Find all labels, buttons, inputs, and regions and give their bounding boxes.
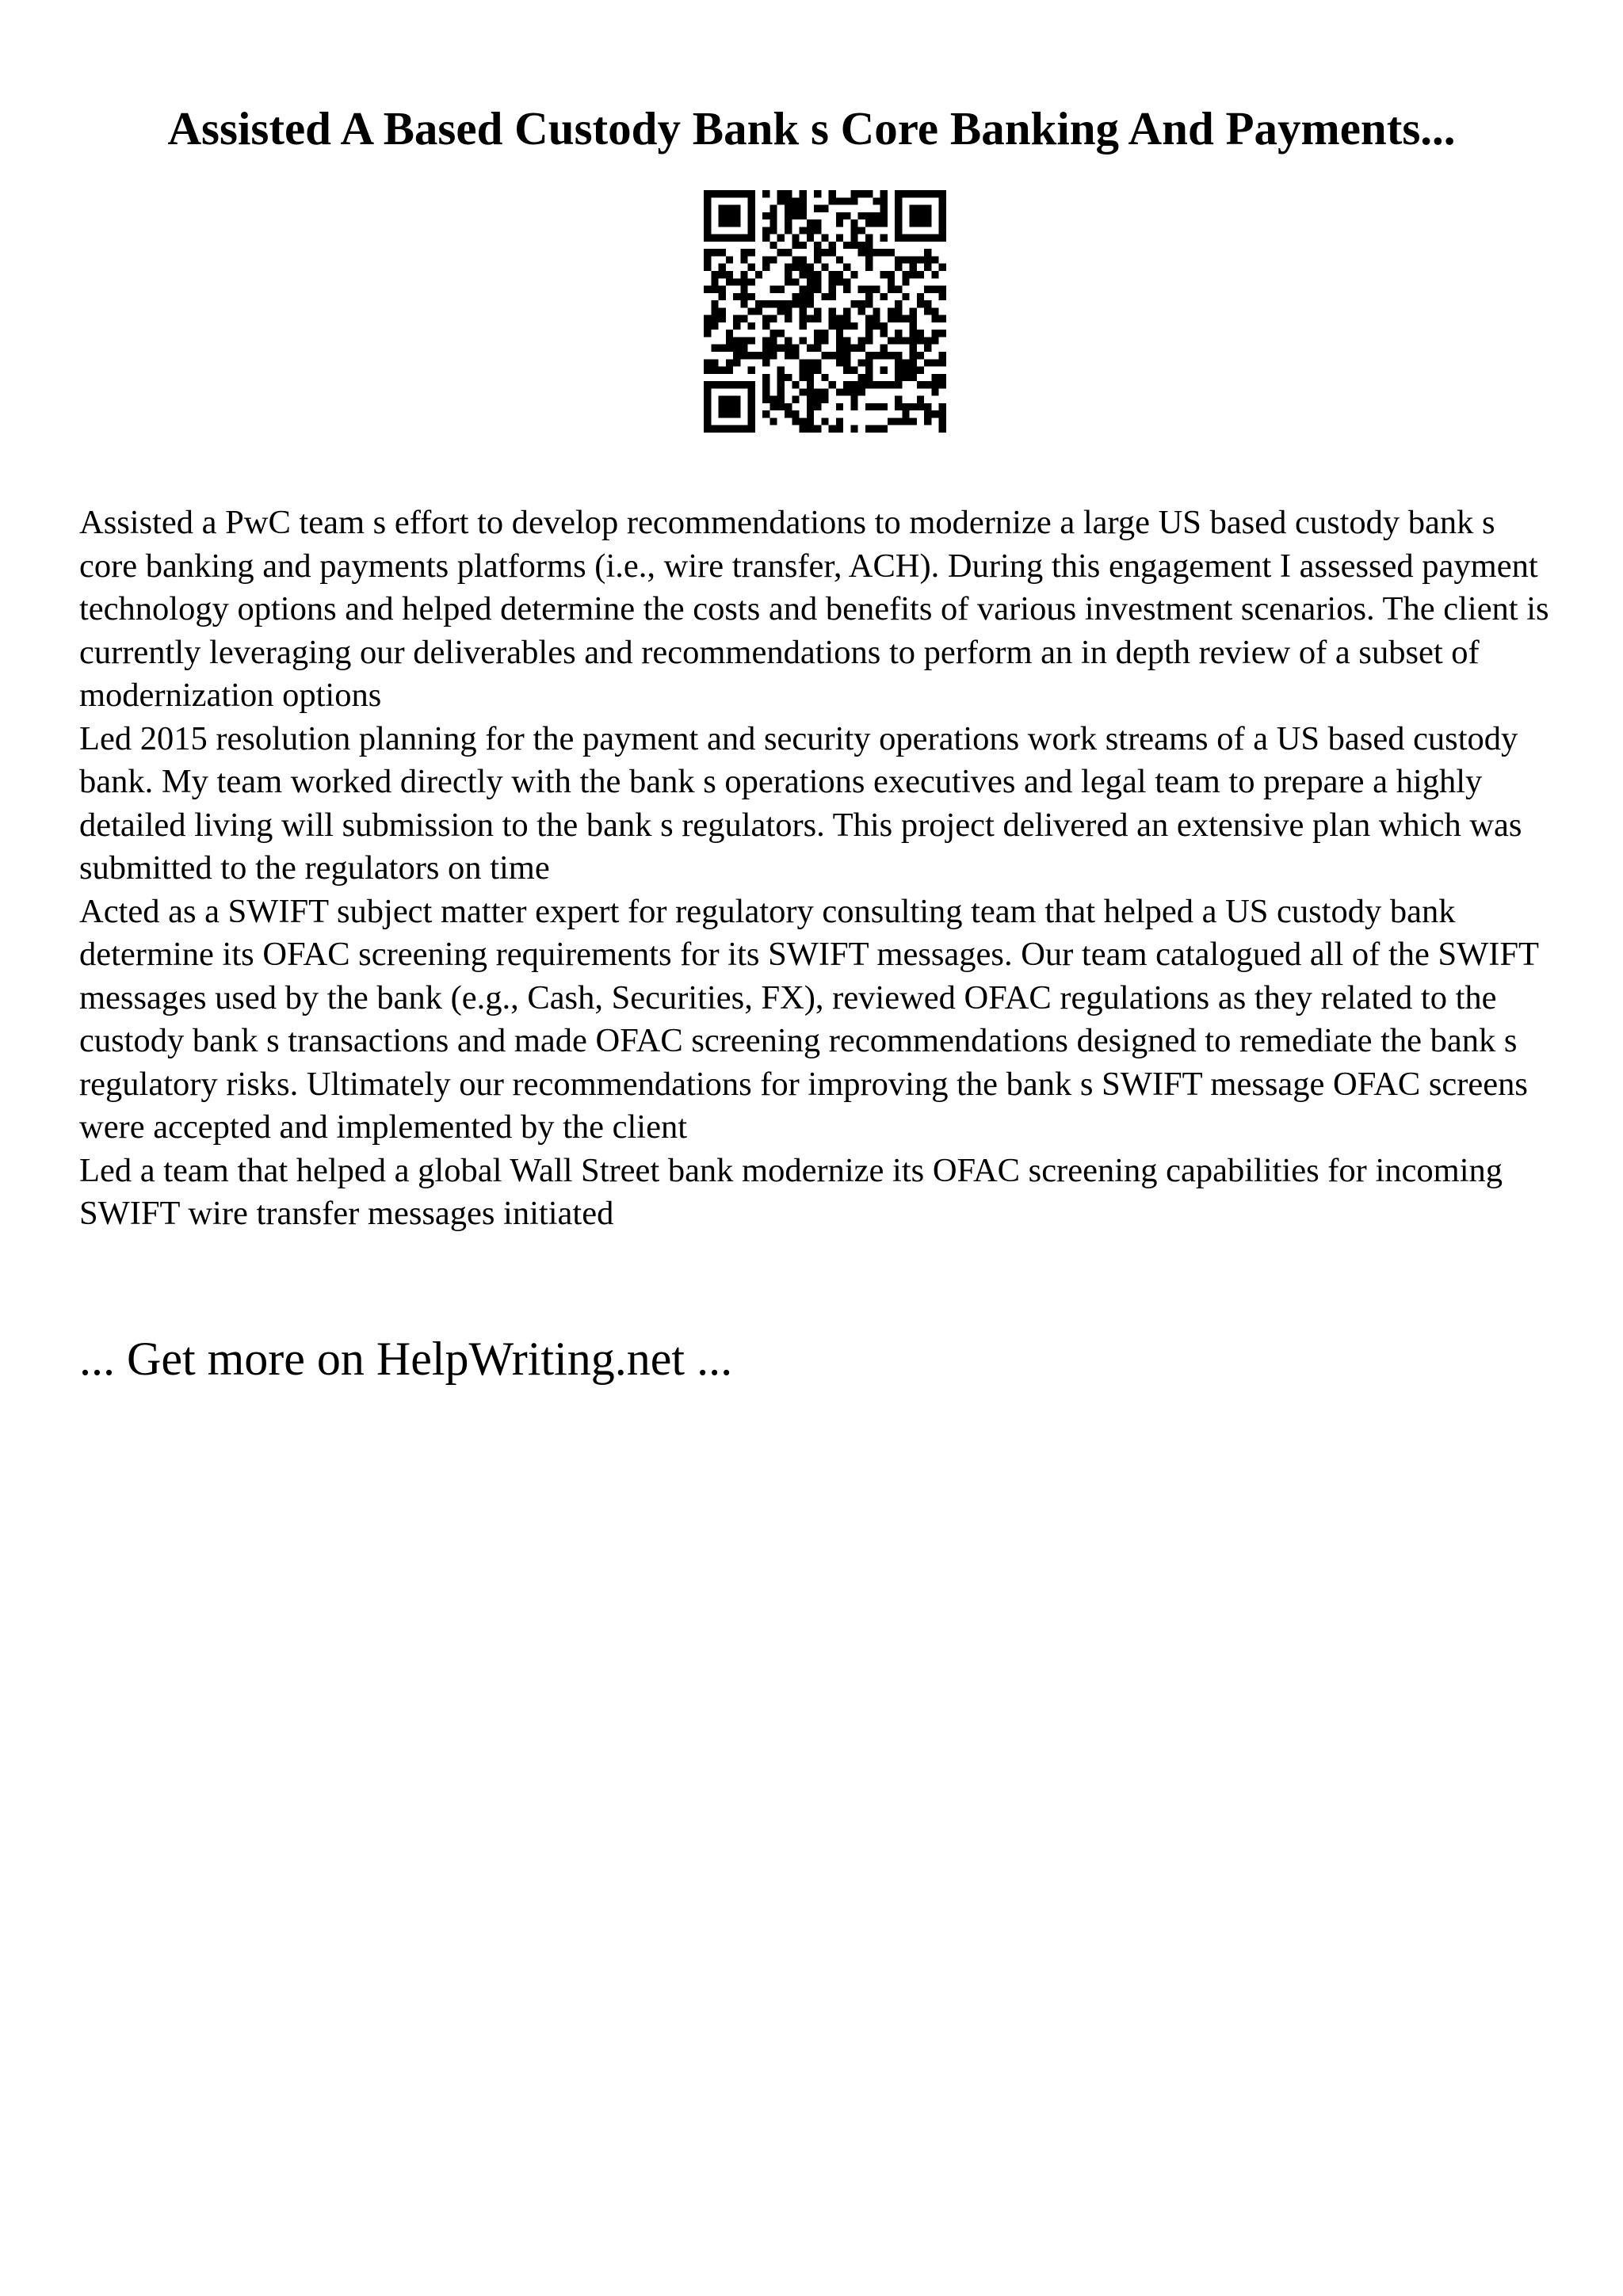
paragraph: Assisted a PwC team s effort to develop recommendations to modernize a large US based custody bank s core banking and payments platforms (i.e., wire transfer, ACH). During this engagement I assessed payment technology options and helped determine the costs and benefits of various investment scenarios. The client is currently leveraging our deliverables and recommendations to perform an in depth review of a subset of modernization options (79, 504, 1549, 714)
paragraph: Acted as a SWIFT subject matter expert for regulatory consulting team that helped a US custody bank determine its OFAC screening requirements for its SWIFT messages. Our team catalogued all of the SWIFT messages used by the bank (e.g., Cash, Securities, FX), reviewed OFAC regulations as they related to the custody bank s transactions and made OFAC screening recommendations designed to remediate the bank s regulatory risks. Ultimately our recommendations for improving the bank s SWIFT message OFAC screens were accepted and implemented by the client (79, 892, 1539, 1146)
paragraph: Led 2015 resolution planning for the payment and security operations work streams of a US based custody bank. My team worked directly with the bank s operations executives and legal team to prepare a highly detailed living will submission to the bank s regulators. This project delivered an extensive plan which was submitted to the regulators on time (79, 719, 1522, 887)
qr-code-icon[interactable] (704, 190, 946, 433)
body-text (79, 502, 1553, 1236)
paragraph: Led a team that helped a global Wall Street bank modernize its OFAC screening capabilities for incoming SWIFT wire transfer messages initiated (79, 1151, 1503, 1232)
page-title: Assisted A Based Custody Bank s Core Banking And Payments... (167, 102, 1456, 154)
get-more-link[interactable]: ... Get more on HelpWriting.net ... (79, 1333, 733, 1385)
